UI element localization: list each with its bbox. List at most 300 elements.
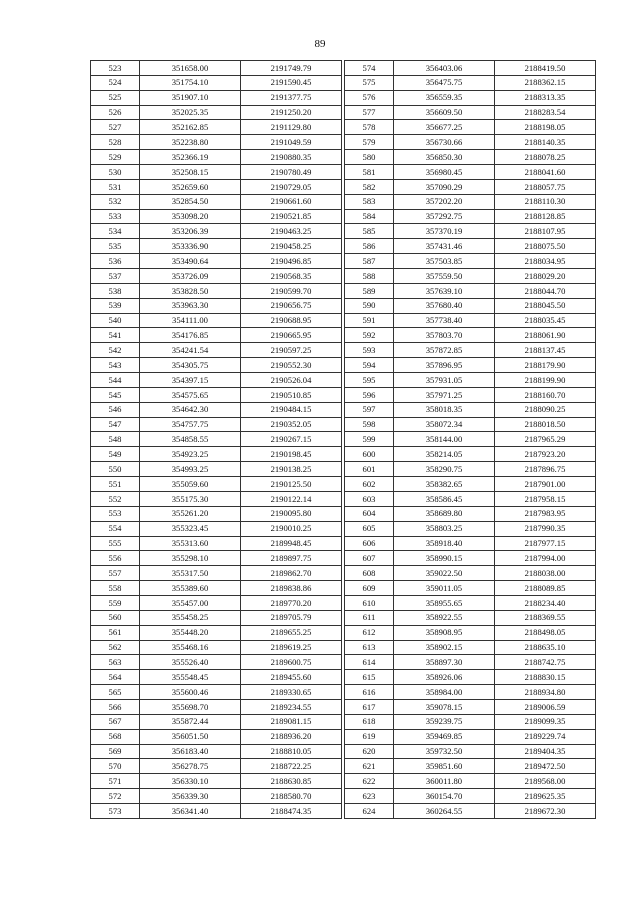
table-row	[91, 165, 342, 180]
x-coordinate-cell: 356330.10	[140, 774, 241, 789]
point-number-cell: 606	[345, 536, 394, 551]
point-number-cell: 597	[345, 402, 394, 417]
table-row	[91, 729, 342, 744]
table-row	[345, 283, 596, 298]
y-coordinate-cell: 2189330.65	[241, 685, 342, 700]
y-coordinate-cell: 2188580.70	[241, 789, 342, 804]
point-number-cell: 569	[91, 744, 140, 759]
table-row	[91, 610, 342, 625]
y-coordinate-cell: 2189234.55	[241, 699, 342, 714]
table-row	[345, 803, 596, 818]
table-row	[345, 75, 596, 90]
coordinates-table-left	[90, 60, 342, 819]
x-coordinate-cell: 357370.19	[394, 224, 495, 239]
table-row	[345, 491, 596, 506]
point-number-cell: 590	[345, 298, 394, 313]
table-row	[91, 298, 342, 313]
y-coordinate-cell: 2188362.15	[495, 75, 596, 90]
x-coordinate-cell: 356677.25	[394, 120, 495, 135]
y-coordinate-cell: 2190458.25	[241, 239, 342, 254]
table-row	[91, 521, 342, 536]
x-coordinate-cell: 355059.60	[140, 477, 241, 492]
table-row	[91, 224, 342, 239]
x-coordinate-cell: 356341.40	[140, 803, 241, 818]
y-coordinate-cell: 2189838.86	[241, 581, 342, 596]
table-row	[91, 789, 342, 804]
point-number-cell: 524	[91, 75, 140, 90]
x-coordinate-cell: 356609.50	[394, 105, 495, 120]
table-row	[91, 358, 342, 373]
table-row	[345, 714, 596, 729]
y-coordinate-cell: 2190463.25	[241, 224, 342, 239]
y-coordinate-cell: 2189672.30	[495, 803, 596, 818]
table-row	[91, 75, 342, 90]
y-coordinate-cell: 2189568.00	[495, 774, 596, 789]
x-coordinate-cell: 353098.20	[140, 209, 241, 224]
x-coordinate-cell: 353726.09	[140, 269, 241, 284]
point-number-cell: 623	[345, 789, 394, 804]
point-number-cell: 555	[91, 536, 140, 551]
point-number-cell: 594	[345, 358, 394, 373]
x-coordinate-cell: 357872.85	[394, 343, 495, 358]
point-number-cell: 611	[345, 610, 394, 625]
table-row	[345, 462, 596, 477]
x-coordinate-cell: 359469.85	[394, 729, 495, 744]
y-coordinate-cell: 2188038.00	[495, 566, 596, 581]
x-coordinate-cell: 352238.80	[140, 135, 241, 150]
point-number-cell: 536	[91, 254, 140, 269]
point-number-cell: 551	[91, 477, 140, 492]
y-coordinate-cell: 2188140.35	[495, 135, 596, 150]
table-row	[345, 506, 596, 521]
x-coordinate-cell: 354642.30	[140, 402, 241, 417]
point-number-cell: 568	[91, 729, 140, 744]
y-coordinate-cell: 2188089.85	[495, 581, 596, 596]
point-number-cell: 546	[91, 402, 140, 417]
x-coordinate-cell: 355698.70	[140, 699, 241, 714]
y-coordinate-cell: 2187994.00	[495, 551, 596, 566]
point-number-cell: 610	[345, 595, 394, 610]
x-coordinate-cell: 360154.70	[394, 789, 495, 804]
y-coordinate-cell: 2188137.45	[495, 343, 596, 358]
table-row	[345, 551, 596, 566]
y-coordinate-cell: 2190122.14	[241, 491, 342, 506]
y-coordinate-cell: 2188075.50	[495, 239, 596, 254]
table-row	[345, 566, 596, 581]
x-coordinate-cell: 358984.00	[394, 685, 495, 700]
point-number-cell: 598	[345, 417, 394, 432]
y-coordinate-cell: 2189600.75	[241, 655, 342, 670]
table-row	[91, 283, 342, 298]
table-row	[91, 105, 342, 120]
x-coordinate-cell: 357971.25	[394, 387, 495, 402]
table-row	[345, 90, 596, 105]
table-row	[345, 209, 596, 224]
y-coordinate-cell: 2189625.35	[495, 789, 596, 804]
point-number-cell: 549	[91, 447, 140, 462]
x-coordinate-cell: 358586.45	[394, 491, 495, 506]
x-coordinate-cell: 358922.55	[394, 610, 495, 625]
point-number-cell: 616	[345, 685, 394, 700]
x-coordinate-cell: 351658.00	[140, 61, 241, 76]
point-number-cell: 557	[91, 566, 140, 581]
y-coordinate-cell: 2187901.00	[495, 477, 596, 492]
table-row	[345, 477, 596, 492]
y-coordinate-cell: 2189862.70	[241, 566, 342, 581]
table-row	[91, 625, 342, 640]
y-coordinate-cell: 2189229.74	[495, 729, 596, 744]
point-number-cell: 544	[91, 373, 140, 388]
x-coordinate-cell: 357639.10	[394, 283, 495, 298]
y-coordinate-cell: 2188234.40	[495, 595, 596, 610]
point-number-cell: 589	[345, 283, 394, 298]
x-coordinate-cell: 355389.60	[140, 581, 241, 596]
table-row	[345, 254, 596, 269]
x-coordinate-cell: 355323.45	[140, 521, 241, 536]
coordinates-table-right	[344, 60, 596, 819]
x-coordinate-cell: 358072.34	[394, 417, 495, 432]
y-coordinate-cell: 2188810.05	[241, 744, 342, 759]
table-row	[91, 90, 342, 105]
point-number-cell: 523	[91, 61, 140, 76]
y-coordinate-cell: 2188742.75	[495, 655, 596, 670]
y-coordinate-cell: 2188283.54	[495, 105, 596, 120]
y-coordinate-cell: 2190688.95	[241, 313, 342, 328]
table-row	[345, 358, 596, 373]
point-number-cell: 541	[91, 328, 140, 343]
table-row	[91, 581, 342, 596]
x-coordinate-cell: 356183.40	[140, 744, 241, 759]
table-row	[91, 640, 342, 655]
point-number-cell: 553	[91, 506, 140, 521]
y-coordinate-cell: 2189006.59	[495, 699, 596, 714]
x-coordinate-cell: 357503.85	[394, 254, 495, 269]
point-number-cell: 586	[345, 239, 394, 254]
y-coordinate-cell: 2187983.95	[495, 506, 596, 521]
x-coordinate-cell: 359011.05	[394, 581, 495, 596]
x-coordinate-cell: 354305.75	[140, 358, 241, 373]
x-coordinate-cell: 354858.55	[140, 432, 241, 447]
x-coordinate-cell: 353828.50	[140, 283, 241, 298]
x-coordinate-cell: 358689.80	[394, 506, 495, 521]
point-number-cell: 605	[345, 521, 394, 536]
table-row	[91, 536, 342, 551]
point-number-cell: 542	[91, 343, 140, 358]
point-number-cell: 614	[345, 655, 394, 670]
table-row	[91, 477, 342, 492]
point-number-cell: 578	[345, 120, 394, 135]
table-row	[91, 209, 342, 224]
x-coordinate-cell: 358382.65	[394, 477, 495, 492]
y-coordinate-cell: 2190665.95	[241, 328, 342, 343]
point-number-cell: 528	[91, 135, 140, 150]
point-number-cell: 601	[345, 462, 394, 477]
point-number-cell: 582	[345, 179, 394, 194]
y-coordinate-cell: 2190352.05	[241, 417, 342, 432]
x-coordinate-cell: 358902.15	[394, 640, 495, 655]
y-coordinate-cell: 2189472.50	[495, 759, 596, 774]
point-number-cell: 617	[345, 699, 394, 714]
table-row	[345, 670, 596, 685]
table-row	[345, 387, 596, 402]
table-row	[91, 313, 342, 328]
table-row	[345, 328, 596, 343]
y-coordinate-cell: 2188198.05	[495, 120, 596, 135]
point-number-cell: 534	[91, 224, 140, 239]
table-row	[345, 150, 596, 165]
point-number-cell: 533	[91, 209, 140, 224]
x-coordinate-cell: 357931.05	[394, 373, 495, 388]
y-coordinate-cell: 2191590.45	[241, 75, 342, 90]
point-number-cell: 571	[91, 774, 140, 789]
x-coordinate-cell: 356730.66	[394, 135, 495, 150]
x-coordinate-cell: 359239.75	[394, 714, 495, 729]
point-number-cell: 570	[91, 759, 140, 774]
point-number-cell: 622	[345, 774, 394, 789]
point-number-cell: 581	[345, 165, 394, 180]
point-number-cell: 572	[91, 789, 140, 804]
y-coordinate-cell: 2190138.25	[241, 462, 342, 477]
point-number-cell: 583	[345, 194, 394, 209]
x-coordinate-cell: 356403.06	[394, 61, 495, 76]
y-coordinate-cell: 2189081.15	[241, 714, 342, 729]
table-row	[91, 462, 342, 477]
point-number-cell: 576	[345, 90, 394, 105]
y-coordinate-cell: 2187896.75	[495, 462, 596, 477]
x-coordinate-cell: 355526.40	[140, 655, 241, 670]
point-number-cell: 560	[91, 610, 140, 625]
x-coordinate-cell: 356278.75	[140, 759, 241, 774]
table-row	[91, 506, 342, 521]
y-coordinate-cell: 2189948.45	[241, 536, 342, 551]
x-coordinate-cell: 358926.06	[394, 670, 495, 685]
y-coordinate-cell: 2188635.10	[495, 640, 596, 655]
y-coordinate-cell: 2188160.70	[495, 387, 596, 402]
table-row	[345, 165, 596, 180]
y-coordinate-cell: 2189705.79	[241, 610, 342, 625]
table-row	[345, 417, 596, 432]
y-coordinate-cell: 2188034.95	[495, 254, 596, 269]
point-number-cell: 552	[91, 491, 140, 506]
y-coordinate-cell: 2188369.55	[495, 610, 596, 625]
x-coordinate-cell: 359022.50	[394, 566, 495, 581]
x-coordinate-cell: 357559.50	[394, 269, 495, 284]
y-coordinate-cell: 2188630.85	[241, 774, 342, 789]
y-coordinate-cell: 2191749.79	[241, 61, 342, 76]
x-coordinate-cell: 351907.10	[140, 90, 241, 105]
x-coordinate-cell: 354111.00	[140, 313, 241, 328]
table-row	[345, 373, 596, 388]
point-number-cell: 580	[345, 150, 394, 165]
table-row	[91, 432, 342, 447]
point-number-cell: 561	[91, 625, 140, 640]
table-row	[345, 120, 596, 135]
y-coordinate-cell: 2189897.75	[241, 551, 342, 566]
y-coordinate-cell: 2188029.20	[495, 269, 596, 284]
table-row	[345, 640, 596, 655]
point-number-cell: 604	[345, 506, 394, 521]
table-row	[91, 402, 342, 417]
x-coordinate-cell: 352854.50	[140, 194, 241, 209]
point-number-cell: 573	[91, 803, 140, 818]
table-row	[345, 581, 596, 596]
page-number: 89	[314, 38, 326, 50]
y-coordinate-cell: 2188107.95	[495, 224, 596, 239]
point-number-cell: 554	[91, 521, 140, 536]
x-coordinate-cell: 357202.20	[394, 194, 495, 209]
point-number-cell: 618	[345, 714, 394, 729]
point-number-cell: 565	[91, 685, 140, 700]
x-coordinate-cell: 351754.10	[140, 75, 241, 90]
y-coordinate-cell: 2190552.30	[241, 358, 342, 373]
table-row	[345, 313, 596, 328]
y-coordinate-cell: 2190484.15	[241, 402, 342, 417]
y-coordinate-cell: 2190661.60	[241, 194, 342, 209]
point-number-cell: 585	[345, 224, 394, 239]
y-coordinate-cell: 2188078.25	[495, 150, 596, 165]
x-coordinate-cell: 357896.95	[394, 358, 495, 373]
point-number-cell: 592	[345, 328, 394, 343]
table-row	[345, 135, 596, 150]
coordinates-table-right-body	[345, 61, 596, 819]
point-number-cell: 595	[345, 373, 394, 388]
point-number-cell: 556	[91, 551, 140, 566]
y-coordinate-cell: 2189619.25	[241, 640, 342, 655]
point-number-cell: 539	[91, 298, 140, 313]
point-number-cell: 621	[345, 759, 394, 774]
y-coordinate-cell: 2189770.20	[241, 595, 342, 610]
x-coordinate-cell: 357803.70	[394, 328, 495, 343]
y-coordinate-cell: 2188044.70	[495, 283, 596, 298]
y-coordinate-cell: 2190729.05	[241, 179, 342, 194]
point-number-cell: 559	[91, 595, 140, 610]
table-row	[91, 699, 342, 714]
table-row	[91, 417, 342, 432]
x-coordinate-cell: 353206.39	[140, 224, 241, 239]
table-row	[345, 744, 596, 759]
table-row	[345, 655, 596, 670]
y-coordinate-cell: 2190510.85	[241, 387, 342, 402]
y-coordinate-cell: 2188934.80	[495, 685, 596, 700]
x-coordinate-cell: 356051.50	[140, 729, 241, 744]
x-coordinate-cell: 353963.30	[140, 298, 241, 313]
x-coordinate-cell: 359078.15	[394, 699, 495, 714]
y-coordinate-cell: 2188498.05	[495, 625, 596, 640]
point-number-cell: 537	[91, 269, 140, 284]
x-coordinate-cell: 356559.35	[394, 90, 495, 105]
y-coordinate-cell: 2188474.35	[241, 803, 342, 818]
table-row	[91, 179, 342, 194]
x-coordinate-cell: 359732.50	[394, 744, 495, 759]
point-number-cell: 527	[91, 120, 140, 135]
x-coordinate-cell: 352508.15	[140, 165, 241, 180]
y-coordinate-cell: 2189099.35	[495, 714, 596, 729]
table-row	[345, 239, 596, 254]
table-row	[91, 551, 342, 566]
x-coordinate-cell: 354241.54	[140, 343, 241, 358]
y-coordinate-cell: 2190010.25	[241, 521, 342, 536]
x-coordinate-cell: 358918.40	[394, 536, 495, 551]
point-number-cell: 526	[91, 105, 140, 120]
point-number-cell: 624	[345, 803, 394, 818]
table-row	[91, 670, 342, 685]
y-coordinate-cell: 2190521.85	[241, 209, 342, 224]
x-coordinate-cell: 356980.45	[394, 165, 495, 180]
table-row	[91, 343, 342, 358]
x-coordinate-cell: 357431.46	[394, 239, 495, 254]
point-number-cell: 575	[345, 75, 394, 90]
y-coordinate-cell: 2187990.35	[495, 521, 596, 536]
y-coordinate-cell: 2188313.35	[495, 90, 596, 105]
x-coordinate-cell: 357680.40	[394, 298, 495, 313]
point-number-cell: 531	[91, 179, 140, 194]
y-coordinate-cell: 2190125.50	[241, 477, 342, 492]
y-coordinate-cell: 2190597.25	[241, 343, 342, 358]
point-number-cell: 599	[345, 432, 394, 447]
y-coordinate-cell: 2188936.20	[241, 729, 342, 744]
table-row	[91, 774, 342, 789]
point-number-cell: 577	[345, 105, 394, 120]
y-coordinate-cell: 2191129.80	[241, 120, 342, 135]
point-number-cell: 587	[345, 254, 394, 269]
point-number-cell: 600	[345, 447, 394, 462]
table-row	[91, 269, 342, 284]
x-coordinate-cell: 354176.85	[140, 328, 241, 343]
x-coordinate-cell: 356339.30	[140, 789, 241, 804]
table-row	[91, 239, 342, 254]
y-coordinate-cell: 2191377.75	[241, 90, 342, 105]
x-coordinate-cell: 358955.65	[394, 595, 495, 610]
point-number-cell: 545	[91, 387, 140, 402]
point-number-cell: 588	[345, 269, 394, 284]
x-coordinate-cell: 357738.40	[394, 313, 495, 328]
point-number-cell: 574	[345, 61, 394, 76]
point-number-cell: 558	[91, 581, 140, 596]
y-coordinate-cell: 2188018.50	[495, 417, 596, 432]
point-number-cell: 608	[345, 566, 394, 581]
point-number-cell: 563	[91, 655, 140, 670]
x-coordinate-cell: 355317.50	[140, 566, 241, 581]
point-number-cell: 602	[345, 477, 394, 492]
point-number-cell: 566	[91, 699, 140, 714]
y-coordinate-cell: 2190526.04	[241, 373, 342, 388]
x-coordinate-cell: 352659.60	[140, 179, 241, 194]
x-coordinate-cell: 353336.90	[140, 239, 241, 254]
point-number-cell: 607	[345, 551, 394, 566]
point-number-cell: 612	[345, 625, 394, 640]
table-row	[91, 685, 342, 700]
table-row	[345, 699, 596, 714]
y-coordinate-cell: 2191250.20	[241, 105, 342, 120]
y-coordinate-cell: 2188419.50	[495, 61, 596, 76]
table-row	[91, 373, 342, 388]
y-coordinate-cell: 2190198.45	[241, 447, 342, 462]
y-coordinate-cell: 2188830.15	[495, 670, 596, 685]
y-coordinate-cell: 2188061.90	[495, 328, 596, 343]
y-coordinate-cell: 2187977.15	[495, 536, 596, 551]
x-coordinate-cell: 356850.30	[394, 150, 495, 165]
point-number-cell: 550	[91, 462, 140, 477]
point-number-cell: 529	[91, 150, 140, 165]
point-number-cell: 540	[91, 313, 140, 328]
x-coordinate-cell: 355175.30	[140, 491, 241, 506]
table-row	[345, 729, 596, 744]
y-coordinate-cell: 2189455.60	[241, 670, 342, 685]
y-coordinate-cell: 2188179.90	[495, 358, 596, 373]
x-coordinate-cell: 352025.35	[140, 105, 241, 120]
table-row	[91, 447, 342, 462]
table-row	[91, 135, 342, 150]
